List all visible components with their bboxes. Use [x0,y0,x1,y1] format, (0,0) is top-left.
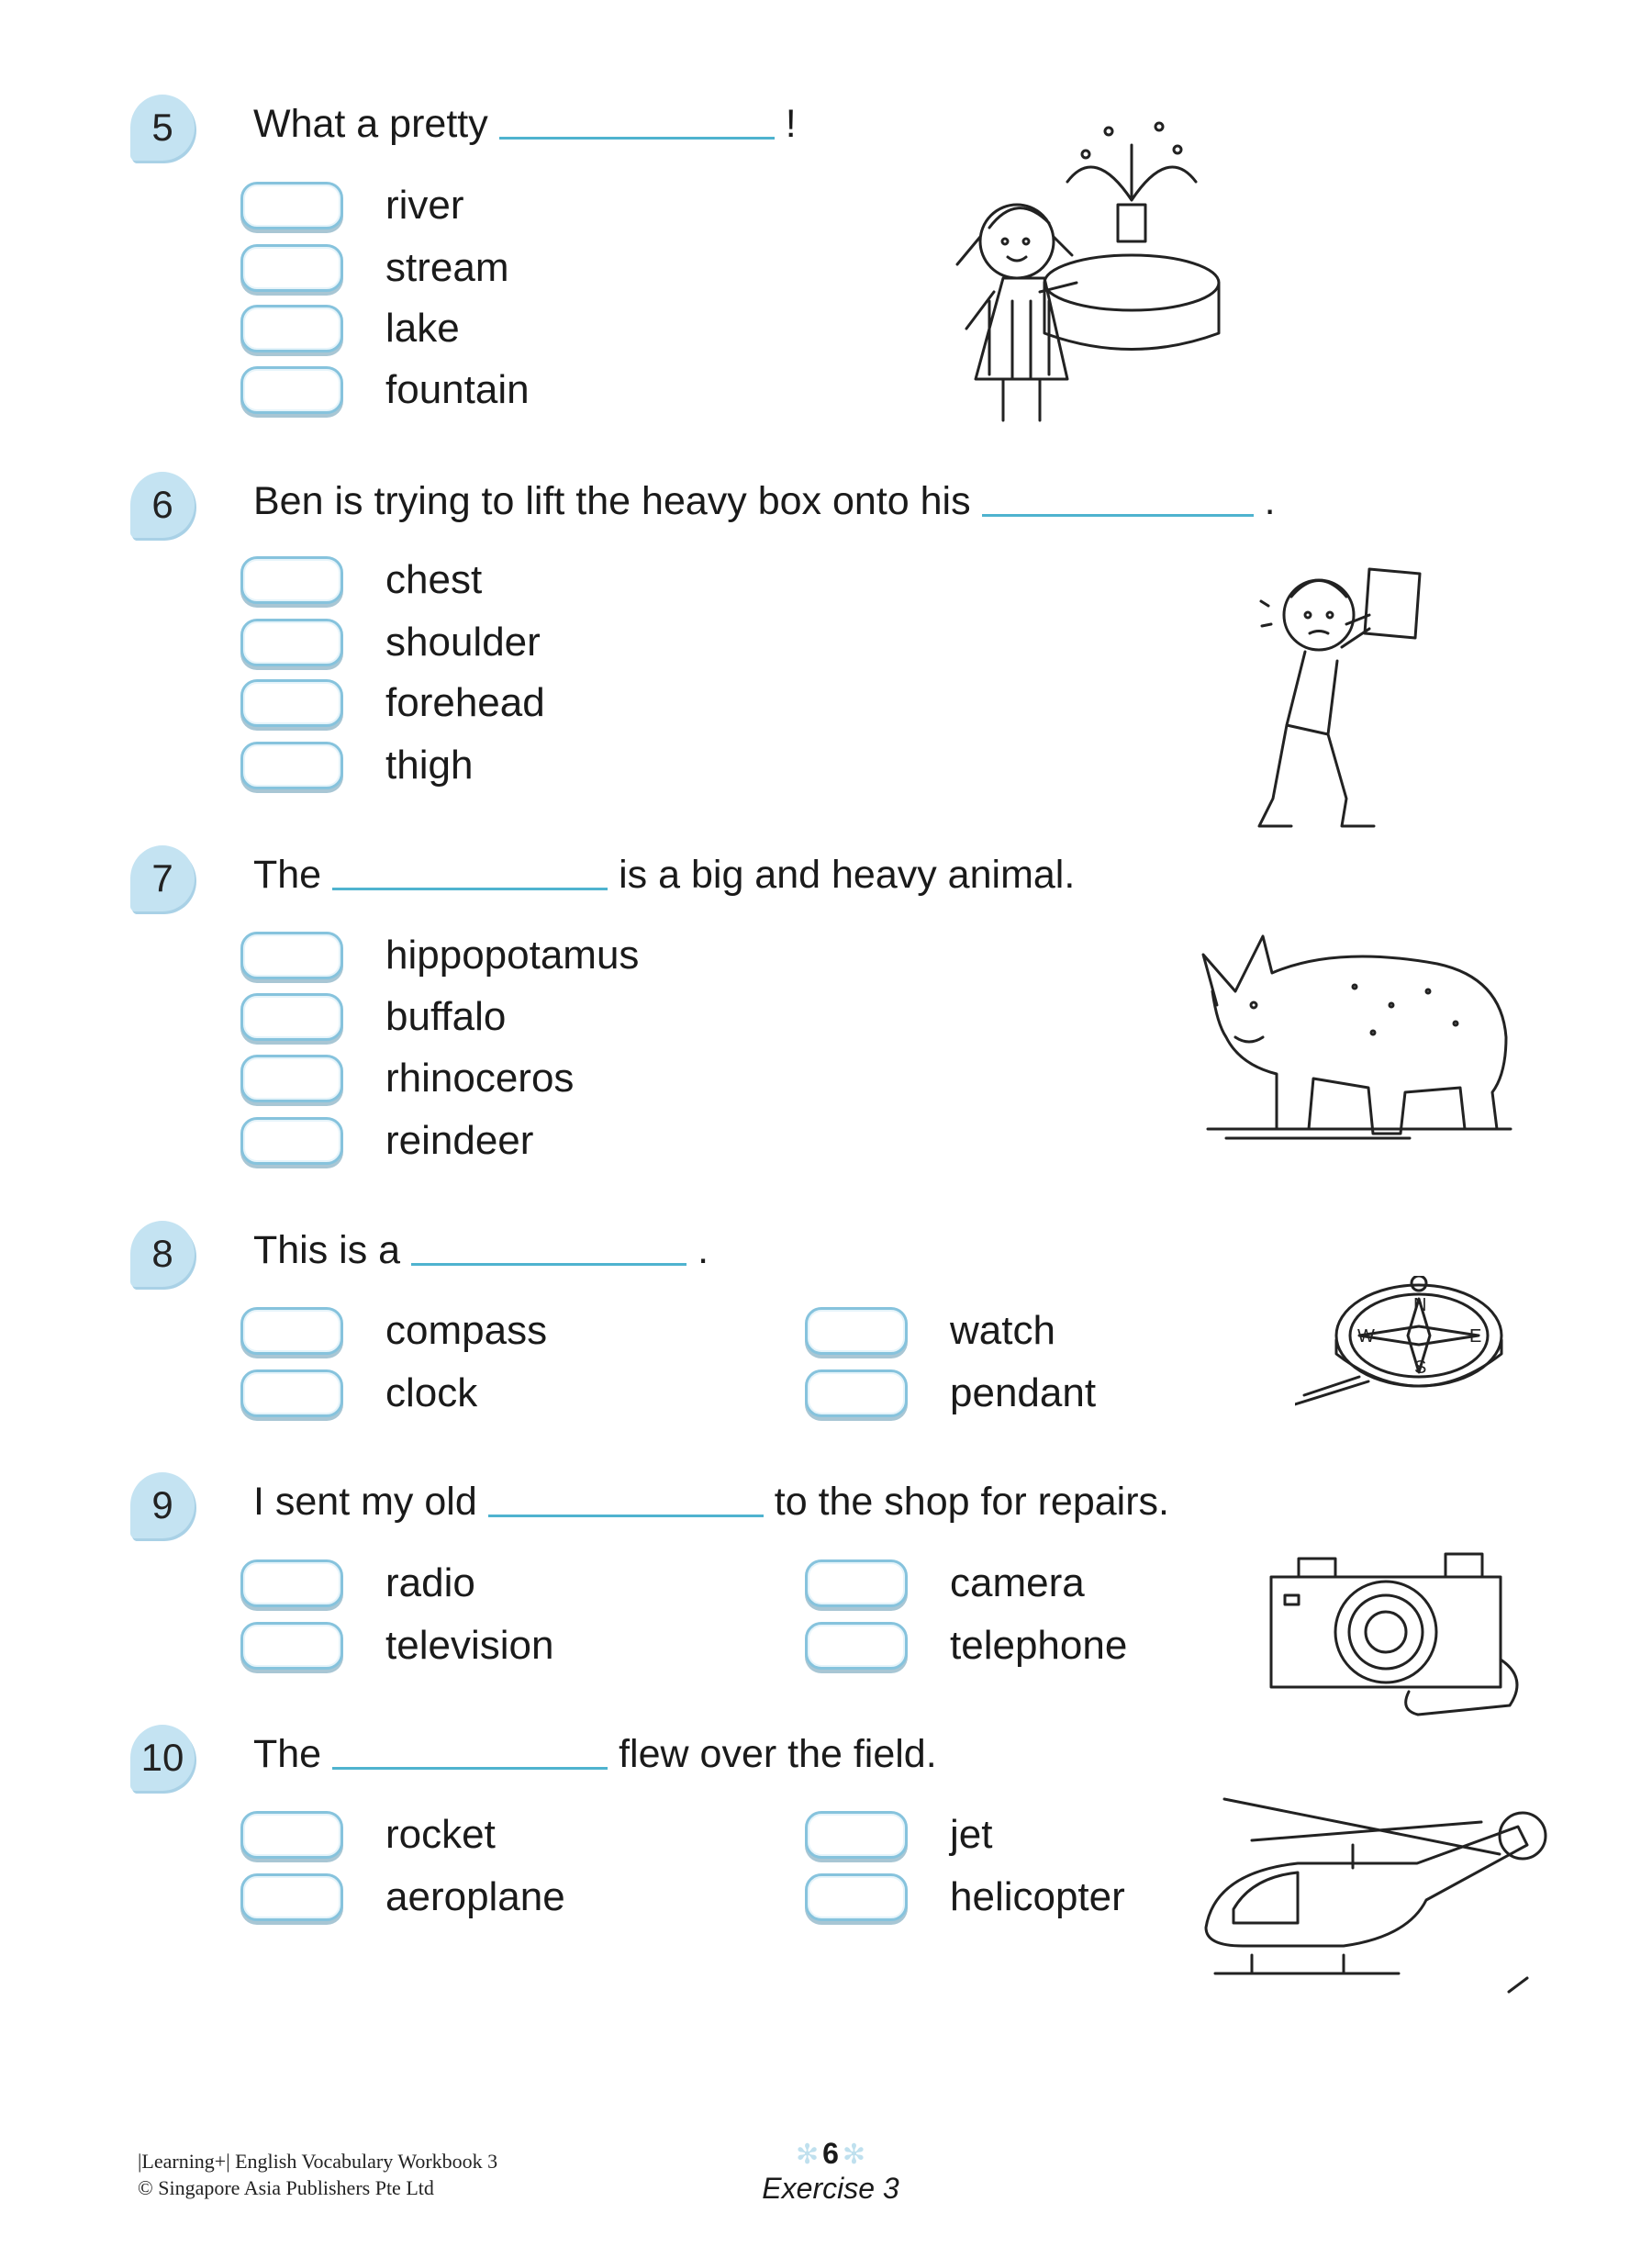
option-label: aeroplane [385,1874,565,1919]
option-label: helicopter [950,1874,1125,1919]
answer-checkbox[interactable] [240,932,343,979]
answer-checkbox[interactable] [240,1369,343,1417]
question-text-before: I sent my old [253,1480,477,1524]
question-number: 8 [151,1232,173,1275]
answer-checkbox[interactable] [240,1873,343,1921]
answer-blank [499,137,775,140]
option-telephone[interactable] [805,1622,1127,1670]
option-label: reindeer [385,1118,534,1163]
answer-checkbox[interactable] [240,366,343,414]
option-label: radio [385,1560,475,1605]
option-label: rocket [385,1812,496,1857]
answer-checkbox[interactable] [240,619,343,666]
option-label: lake [385,306,460,351]
question-number: 7 [151,856,173,900]
option-reindeer[interactable] [240,1117,533,1165]
option-label: compass [385,1308,548,1353]
snowflake-icon: ✻ [842,2140,866,2170]
answer-checkbox[interactable] [240,556,343,604]
question-number-badge [130,95,195,161]
copyright: © Singapore Asia Publishers Pte Ltd [138,2176,434,2199]
question-text [253,1228,709,1273]
option-label: rhinoceros [385,1056,575,1101]
question-text-before: The [253,853,322,897]
question-text [253,1732,937,1777]
answer-checkbox[interactable] [240,1559,343,1607]
question-number-badge [130,1221,195,1287]
option-label: jet [950,1812,993,1857]
option-river[interactable] [240,182,464,229]
option-camera[interactable] [805,1559,1085,1607]
option-label: hippopotamus [385,933,640,978]
option-stream[interactable] [240,244,508,292]
question-text-before: The [253,1732,322,1776]
option-jet[interactable] [805,1811,992,1859]
question-number-badge [130,472,195,538]
question-text [253,853,1075,898]
answer-blank [982,514,1254,517]
option-rhinoceros[interactable] [240,1055,574,1102]
girl-fountain-illustration [921,108,1223,425]
answer-checkbox[interactable] [240,1307,343,1355]
answer-checkbox[interactable] [240,993,343,1041]
option-pendant[interactable] [805,1369,1096,1417]
compass-illustration [1295,1276,1511,1409]
answer-blank [488,1515,764,1517]
option-label: television [385,1623,554,1668]
answer-checkbox[interactable] [805,1873,908,1921]
question-text-after: flew over the field. [619,1732,937,1776]
answer-blank [332,1767,608,1770]
footer-credits [138,2148,497,2201]
question-number: 9 [151,1483,173,1526]
option-rocket[interactable] [240,1811,496,1859]
question-text [253,1480,1169,1525]
compass-letter-n: N [1413,1295,1427,1315]
option-hippopotamus[interactable] [240,932,639,979]
question-text-before: What a pretty [253,102,488,146]
answer-checkbox[interactable] [240,1117,343,1165]
answer-checkbox[interactable] [240,742,343,789]
option-chest[interactable] [240,556,482,604]
option-helicopter[interactable] [805,1873,1125,1921]
answer-checkbox[interactable] [805,1559,908,1607]
option-label: camera [950,1560,1085,1605]
answer-blank [411,1263,686,1266]
helicopter-illustration [1197,1781,1559,2010]
option-label: river [385,183,464,228]
compass-letter-w: W [1357,1326,1375,1347]
question-text-after: ! [785,102,797,146]
compass-letter-s: S [1414,1358,1427,1378]
question-text-after: . [1264,479,1276,523]
option-shoulder[interactable] [240,619,541,666]
option-label: buffalo [385,994,507,1039]
rhinoceros-illustration [1189,913,1529,1143]
answer-checkbox[interactable] [805,1811,908,1859]
answer-checkbox[interactable] [240,1622,343,1670]
question-text-after: to the shop for repairs. [774,1480,1169,1524]
option-label: fountain [385,367,530,412]
option-label: shoulder [385,620,541,665]
question-text-after: . [698,1228,709,1272]
snowflake-icon: ✻ [795,2140,820,2170]
option-buffalo[interactable] [240,993,506,1041]
question-number-badge [130,845,195,911]
option-watch[interactable] [805,1307,1055,1355]
answer-blank [332,888,608,890]
answer-checkbox[interactable] [240,182,343,229]
option-label: chest [385,557,483,602]
question-number-badge [130,1472,195,1538]
answer-checkbox[interactable] [240,1055,343,1102]
option-thigh[interactable] [240,742,473,789]
boy-lifting-box-illustration [1255,551,1457,844]
option-label: forehead [385,680,545,725]
option-label: thigh [385,743,474,788]
option-lake[interactable] [240,305,460,352]
page-number-text: 6 [822,2137,839,2170]
question-number: 6 [151,483,173,526]
option-label: stream [385,245,509,290]
question-number: 10 [140,1736,184,1779]
answer-checkbox[interactable] [240,244,343,292]
compass-letter-e: E [1469,1326,1482,1347]
option-clock[interactable] [240,1369,477,1417]
option-compass[interactable] [240,1307,547,1355]
option-radio[interactable] [240,1559,475,1607]
question-text [253,102,797,147]
answer-checkbox[interactable] [805,1307,908,1355]
option-television[interactable] [240,1622,553,1670]
option-aeroplane[interactable] [240,1873,565,1921]
option-label: watch [950,1308,1055,1353]
question-number-badge [130,1725,195,1791]
question-number: 5 [151,106,173,149]
option-label: clock [385,1370,478,1415]
camera-illustration [1262,1540,1528,1733]
answer-checkbox[interactable] [240,1811,343,1859]
question-text-after: is a big and heavy animal. [619,853,1076,897]
book-title: |Learning+| English Vocabulary Workbook 3 [138,2150,498,2173]
option-forehead[interactable] [240,679,545,727]
option-label: telephone [950,1623,1128,1668]
answer-checkbox[interactable] [805,1369,908,1417]
question-text-before: Ben is trying to lift the heavy box onto his [253,479,971,523]
option-label: pendant [950,1370,1097,1415]
page-number [771,2137,890,2171]
option-fountain[interactable] [240,366,530,414]
exercise-label: Exercise 3 [762,2172,899,2205]
question-text-before: This is a [253,1228,401,1272]
answer-checkbox[interactable] [240,679,343,727]
answer-checkbox[interactable] [240,305,343,352]
question-text [253,479,1276,524]
answer-checkbox[interactable] [805,1622,908,1670]
